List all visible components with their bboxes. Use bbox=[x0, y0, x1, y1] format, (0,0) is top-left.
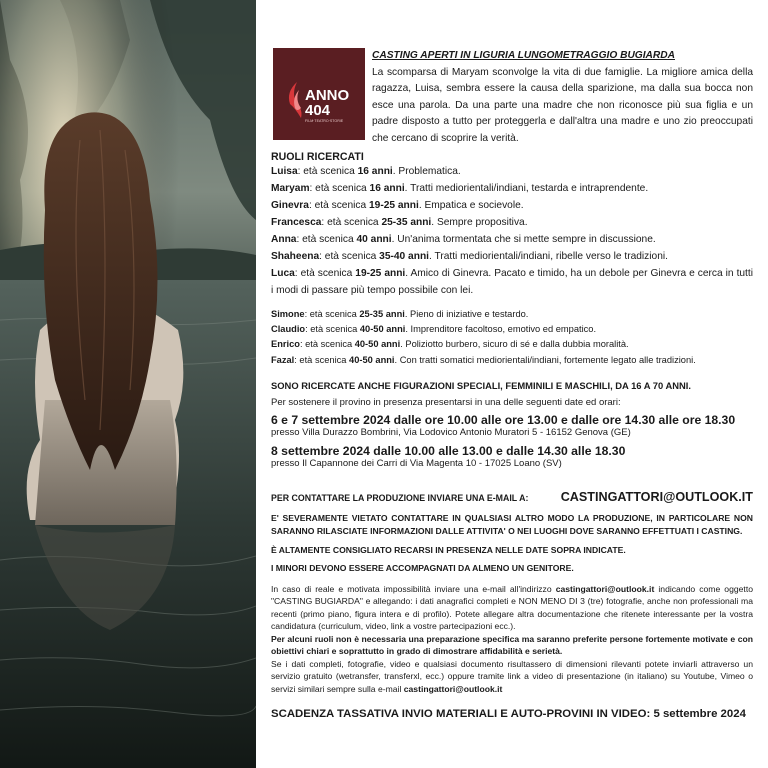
role-age: 16 anni bbox=[357, 166, 393, 177]
role-name: Francesca bbox=[271, 217, 322, 228]
warning-no-contact: E' SEVERAMENTE VIETATO CONTATTARE IN QUALSIASI ALTRO MODO LA PRODUZIONE, IN PARTICOLARE NON SARANNO RILASCIATE INFORMAZIONI DALLE ATTIVITA' O NEI LUOGHI DOVE SARANNO EFFETTUATI I CASTING. bbox=[271, 513, 753, 536]
logo-tagline: FILM·TEATRO·STORIE bbox=[305, 119, 344, 123]
audition-address-1: presso Villa Durazzo Bombrini, Via Lodovico Antonio Muratori 5 - 16152 Genova (GE) bbox=[271, 427, 631, 438]
role-item bbox=[271, 353, 753, 368]
role-item bbox=[271, 337, 753, 352]
audition-intro: Per sostenere il provino in presenza presentarsi in una delle seguenti date ed orari: bbox=[271, 397, 621, 408]
contact-section bbox=[271, 490, 753, 575]
role-age: 25-35 anni bbox=[381, 217, 432, 228]
role-item bbox=[271, 231, 753, 248]
role-name: Luca bbox=[271, 268, 295, 279]
deadline-label: SCADENZA TASSATIVA INVIO MATERIALI E AUTO-PROVINI IN VIDEO: bbox=[271, 708, 654, 720]
poster-photo bbox=[0, 0, 256, 768]
role-prefix: : età scenica bbox=[297, 166, 358, 177]
role-item bbox=[271, 214, 753, 231]
role-age: 40-50 anni bbox=[359, 324, 406, 335]
audition-date-2: 8 settembre 2024 dalle 10.00 alle 13.00 e dalle 14.30 alle 18.30 bbox=[271, 444, 626, 458]
remote-text-part2: indicando come oggetto "CASTING BUGIARDA" e allegando: i dati anagrafici completi e NON MENO DI 3 (tre) fotografie, anche non professionali ma recenti (primo piano, figura intera e di profilo). Potete allegare altra documentazione che ritenete interessante per la vostra candidatura (curriculum, video, link a vostre partecipazioni ecc.). bbox=[271, 584, 753, 632]
role-item bbox=[271, 307, 753, 322]
role-name: Simone bbox=[271, 309, 305, 319]
anno404-logo bbox=[273, 48, 365, 140]
contact-email-link[interactable]: CASTINGATTORI@OUTLOOK.IT bbox=[560, 490, 753, 504]
role-age: 40 anni bbox=[356, 234, 392, 245]
role-name: Enrico bbox=[271, 339, 300, 350]
role-name: Ginevra bbox=[271, 200, 309, 211]
role-description: . Tratti mediorientali/indiani, ribelle verso le tradizioni. bbox=[429, 251, 668, 262]
role-item bbox=[271, 265, 753, 299]
role-prefix: : età scenica bbox=[321, 217, 382, 228]
details-section bbox=[271, 583, 753, 695]
intro-text: La scomparsa di Maryam sconvolge la vita di due famiglie. La migliore amica della ragazza, Luisa, sembra essere la causa della sparizione, ma dalla sua bocca non esce una parola. Da una parte una madre che non riconosce più sua figlia e un padre disposto a tutto per proteggerla e dall'altra una madre e uno zio preoccupati che cercano di scoprire la verità. bbox=[372, 66, 753, 144]
role-prefix: : età scenica bbox=[305, 324, 360, 335]
large-files-text bbox=[271, 658, 753, 695]
role-name: Luisa bbox=[271, 166, 298, 177]
roles-heading: RUOLI RICERCATI bbox=[271, 151, 364, 163]
warning-minors: I MINORI DEVONO ESSERE ACCOMPAGNATI DA ALMENO UN GENITORE. bbox=[271, 562, 574, 573]
role-name: Fazal bbox=[271, 354, 295, 365]
intro-block bbox=[372, 48, 753, 147]
role-age: 35-40 anni bbox=[379, 251, 430, 262]
role-item bbox=[271, 180, 753, 197]
role-item bbox=[271, 248, 753, 265]
role-item bbox=[271, 197, 753, 214]
role-prefix: : età scenica bbox=[294, 354, 350, 365]
role-description: . Empatica e socievole. bbox=[418, 200, 524, 211]
role-age: 19-25 anni bbox=[368, 200, 419, 211]
role-description: . Amico di Ginevra. Pacato e timido, ha un debole per Ginevra e cerca in tutti i modi di passare più tempo possibile con lei. bbox=[271, 268, 753, 296]
role-item bbox=[271, 322, 753, 337]
role-name: Anna bbox=[271, 234, 297, 245]
remote-text-part1: In caso di reale e motivata impossibilità inviare una e-mail all'indirizzo bbox=[271, 584, 556, 594]
extras-notice: SONO RICERCATE ANCHE FIGURAZIONI SPECIALI, FEMMINILI E MASCHILI, DA 16 A 70 ANNI. bbox=[271, 380, 691, 391]
flame-icon bbox=[273, 48, 365, 140]
role-description: . Pieno di iniziative e testardo. bbox=[404, 309, 529, 319]
logo-line1: ANNO bbox=[305, 87, 350, 104]
role-name: Claudio bbox=[271, 324, 306, 335]
contact-row bbox=[271, 490, 753, 504]
role-description: . Poliziotto burbero, sicuro di sé e dalla dubbia moralità. bbox=[400, 339, 629, 350]
role-name: Maryam bbox=[271, 183, 310, 194]
role-prefix: : età scenica bbox=[296, 234, 357, 245]
role-prefix: : età scenica bbox=[294, 268, 356, 279]
preparation-note: Per alcuni ruoli non è necessaria una preparazione specifica ma saranno preferite persone fortemente motivate e con obiettivi chiari e soprattutto in grado di dimostrare affidabilità e serietà. bbox=[271, 633, 753, 657]
role-prefix: : età scenica bbox=[319, 251, 380, 262]
roles-section bbox=[271, 151, 753, 368]
remote-application-text bbox=[271, 583, 753, 633]
roles-list bbox=[271, 163, 753, 299]
contact-label: PER CONTATTARE LA PRODUZIONE INVIARE UNA E-MAIL A: bbox=[271, 493, 529, 503]
audition-date-1: 6 e 7 settembre 2024 dalle ore 10.00 alle ore 13.00 e dalle ore 14.30 alle ore 18.30 bbox=[271, 413, 736, 427]
role-age: 40-50 anni bbox=[354, 339, 401, 350]
role-description: . Un'anima tormentata che si mette sempre in discussione. bbox=[391, 234, 656, 245]
role-prefix: : età scenica bbox=[304, 309, 360, 319]
audition-section bbox=[271, 380, 753, 469]
role-item bbox=[271, 163, 753, 180]
role-description: . Tratti mediorientali/indiani, testarda e intraprendente. bbox=[404, 183, 649, 194]
deadline-date: 5 settembre 2024 bbox=[653, 708, 746, 720]
intro-title: CASTING APERTI IN LIGURIA LUNGOMETRAGGIO BUGIARDA bbox=[372, 50, 675, 61]
remote-email-link[interactable]: castingattori@outlook.it bbox=[555, 584, 655, 594]
role-age: 25-35 anni bbox=[359, 309, 405, 319]
role-prefix: : età scenica bbox=[299, 339, 355, 350]
logo-line2: 404 bbox=[305, 102, 331, 119]
woman-in-water-image bbox=[0, 0, 256, 768]
warning-attend-in-person: È ALTAMENTE CONSIGLIATO RECARSI IN PRESENZA NELLE DATE SOPRA INDICATE. bbox=[271, 544, 626, 555]
role-description: . Imprenditore facoltoso, emotivo ed empatico. bbox=[405, 324, 597, 335]
audition-address-2: presso Il Capannone dei Carri di Via Magenta 10 - 17025 Loano (SV) bbox=[271, 458, 562, 469]
role-prefix: : età scenica bbox=[308, 200, 369, 211]
role-age: 40-50 anni bbox=[349, 354, 395, 365]
roles-list-secondary bbox=[271, 307, 753, 368]
role-description: . Problematica. bbox=[392, 166, 461, 177]
role-age: 16 anni bbox=[369, 183, 405, 194]
role-prefix: : età scenica bbox=[309, 183, 370, 194]
role-name: Shaheena bbox=[271, 251, 320, 262]
role-description: . Sempre propositiva. bbox=[431, 217, 528, 228]
deadline-section bbox=[271, 704, 753, 722]
large-files-part1: Se i dati completi, fotografie, video e qualsiasi documento risultassero di dimensioni rilevanti potete inviarli attraverso un servizio gratuito (wetransfer, transferxl, ecc.) oppure tramite link a video di presentazione (in italiano) su Youtube, Vimeo o servizi similari sempre sulla e-mail bbox=[271, 658, 753, 694]
role-age: 19-25 anni bbox=[355, 268, 406, 279]
large-files-email-link[interactable]: castingattori@outlook.it bbox=[403, 683, 503, 694]
role-description: . Con tratti somatici mediorientali/indiani, fortemente legato alle tradizioni. bbox=[394, 354, 696, 365]
